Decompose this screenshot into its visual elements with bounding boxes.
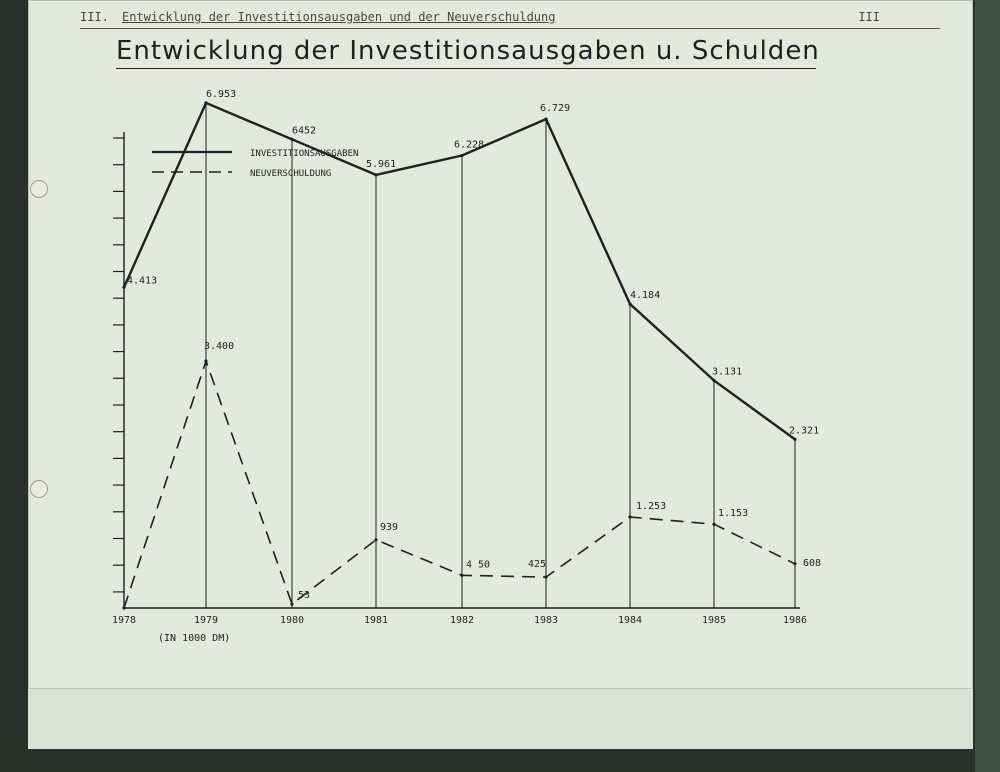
- data-label-neuverschuldung-1980: 53: [298, 590, 311, 602]
- data-point-neuverschuldung-1986: [793, 562, 796, 565]
- data-point-neuverschuldung-1981: [374, 538, 377, 541]
- data-label-investitionsausgaben-1984: 4.184: [630, 290, 661, 301]
- data-point-investitionsausgaben-1980: [290, 138, 293, 141]
- x-tick-label-1980: 1980: [279, 615, 305, 626]
- data-label-neuverschuldung-1984: 1.253: [636, 501, 667, 512]
- data-label-neuverschuldung-1986: 608: [803, 557, 822, 569]
- series-line-neuverschuldung: [124, 361, 795, 608]
- data-point-neuverschuldung-1978: [122, 606, 125, 609]
- x-tick-label-1978: 1978: [111, 615, 137, 626]
- data-point-investitionsausgaben-1985: [712, 379, 715, 382]
- data-point-neuverschuldung-1979: [204, 359, 207, 362]
- data-label-investitionsausgaben-1985: 3.131: [712, 366, 743, 378]
- data-label-neuverschuldung-1985: 1.153: [718, 508, 749, 520]
- data-point-neuverschuldung-1982: [460, 574, 463, 577]
- section-title: Entwicklung der Investitionsausgaben und der Neuverschuldung: [122, 10, 556, 24]
- section-number: III.: [80, 10, 109, 24]
- page-number: III: [858, 10, 880, 24]
- chart-axes: [112, 132, 807, 626]
- chart-series: [122, 101, 796, 609]
- data-point-investitionsausgaben-1984: [628, 302, 631, 305]
- data-label-investitionsausgaben-1979: 6.953: [206, 88, 237, 100]
- data-label-neuverschuldung-1983: 425: [528, 559, 547, 571]
- data-label-neuverschuldung-1982: 4 50: [466, 559, 491, 571]
- data-label-investitionsausgaben-1982: 6.228: [454, 139, 485, 151]
- data-point-investitionsausgaben-1983: [544, 118, 547, 121]
- data-label-neuverschuldung-1981: 939: [380, 521, 399, 533]
- data-point-investitionsausgaben-1986: [793, 438, 796, 441]
- x-tick-label-1985: 1985: [701, 615, 727, 626]
- legend-label-investitionsausgaben: INVESTITIONSAUSGABEN: [250, 149, 359, 159]
- data-point-neuverschuldung-1983: [544, 576, 547, 579]
- data-point-investitionsausgaben-1979: [204, 101, 207, 104]
- data-label-investitionsausgaben-1986: 2.321: [789, 425, 820, 437]
- chart-title: Entwicklung der Investitionsausgaben u. Schulden: [116, 36, 816, 69]
- x-tick-label-1982: 1982: [449, 615, 475, 626]
- data-label-neuverschuldung-1979: 3.400: [204, 341, 235, 352]
- data-point-investitionsausgaben-1978: [122, 286, 125, 289]
- x-tick-label-1984: 1984: [617, 615, 643, 626]
- data-point-neuverschuldung-1984: [628, 515, 631, 518]
- data-point-investitionsausgaben-1981: [374, 173, 377, 176]
- data-label-investitionsausgaben-1980: 6452: [292, 125, 317, 137]
- data-point-neuverschuldung-1985: [712, 523, 715, 526]
- x-tick-label-1983: 1983: [533, 615, 559, 626]
- x-tick-label-1979: 1979: [193, 615, 219, 626]
- legend-label-neuverschuldung: NEUVERSCHULDUNG: [250, 169, 332, 179]
- chart-data-labels: [127, 89, 821, 601]
- data-point-neuverschuldung-1980: [290, 603, 293, 606]
- series-line-investitionsausgaben: [124, 103, 795, 440]
- x-tick-label-1981: 1981: [363, 615, 389, 626]
- data-label-investitionsausgaben-1981: 5.961: [366, 158, 397, 170]
- data-label-investitionsausgaben-1978: 4.413: [127, 275, 158, 287]
- data-label-investitionsausgaben-1983: 6.729: [540, 103, 571, 115]
- data-point-investitionsausgaben-1982: [460, 154, 463, 157]
- x-axis-unit-label: (IN 1000 DM): [158, 633, 231, 644]
- x-tick-label-1986: 1986: [782, 615, 808, 626]
